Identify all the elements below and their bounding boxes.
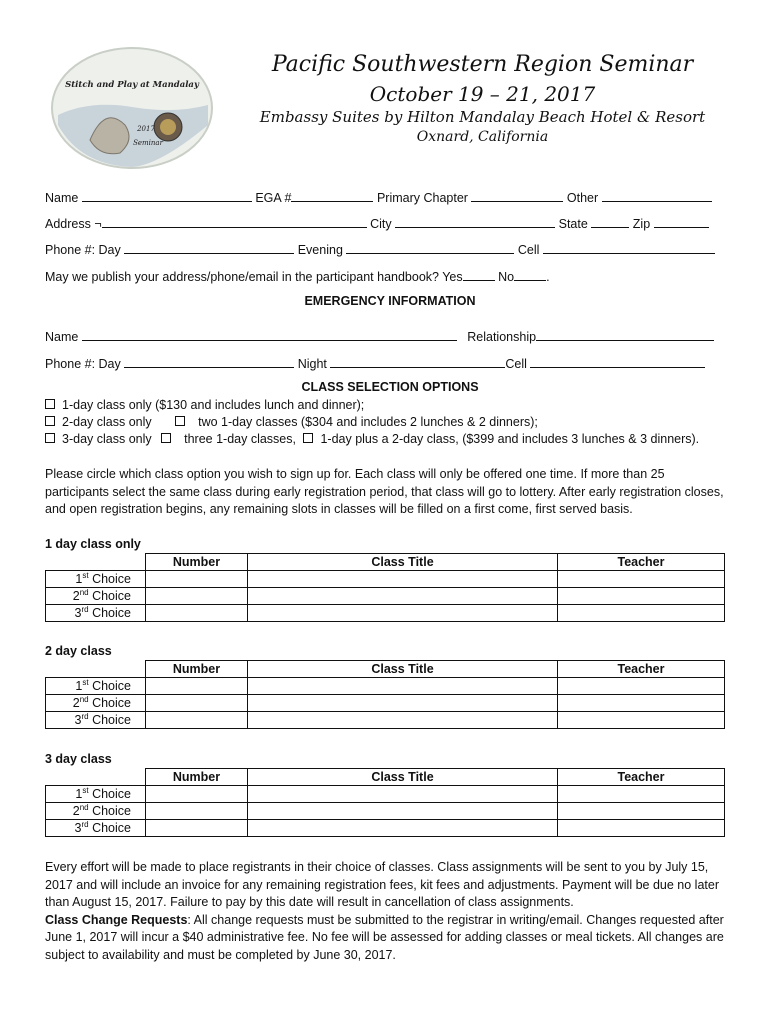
- cell-field[interactable]: [543, 241, 715, 254]
- table-row: [46, 605, 725, 622]
- section-1-heading: 1 day class only: [45, 537, 141, 551]
- logo-year: 2017: [137, 125, 155, 133]
- option-3b-checkbox[interactable]: [161, 433, 171, 443]
- phone-day-label: Phone #: Day: [45, 243, 121, 257]
- relationship-label: Relationship: [467, 330, 537, 344]
- option-2b-label: two 1-day classes ($304 and includes 2 lunches & 2 dinners);: [198, 415, 538, 429]
- number-cell[interactable]: [146, 605, 248, 622]
- zip-field[interactable]: [654, 215, 709, 228]
- zip-label: Zip: [632, 217, 651, 231]
- teacher-cell[interactable]: [558, 695, 725, 712]
- option-3c-label: 1-day plus a 2-day class, ($399 and includes 3 lunches & 3 dinners).: [320, 432, 700, 446]
- class-table-3: [45, 768, 725, 837]
- state-label: State: [558, 217, 588, 231]
- period: .: [546, 270, 550, 284]
- teacher-cell[interactable]: [558, 678, 725, 695]
- teacher-cell[interactable]: [558, 588, 725, 605]
- change-requests-label: Class Change Requests: [45, 912, 188, 927]
- number-cell[interactable]: [146, 588, 248, 605]
- seminar-logo: [50, 45, 215, 170]
- registrant-row-1: [45, 189, 735, 206]
- primary-chapter-label: Primary Chapter: [376, 191, 468, 205]
- class-options-heading: CLASS SELECTION OPTIONS: [301, 380, 479, 394]
- choice-label: 1st Choice: [46, 571, 146, 588]
- option-3b-label: three 1-day classes,: [184, 432, 296, 446]
- address-label: Address ¬: [45, 217, 102, 231]
- table-row: [46, 588, 725, 605]
- title-cell[interactable]: [248, 571, 558, 588]
- teacher-cell[interactable]: [558, 571, 725, 588]
- table-header-row: [46, 769, 725, 786]
- option-2b-checkbox[interactable]: [175, 416, 185, 426]
- registrant-row-3: [45, 241, 735, 258]
- table-row: [46, 695, 725, 712]
- choice-label: 3rd Choice: [46, 605, 146, 622]
- emergency-cell-label: Cell: [505, 357, 527, 371]
- emergency-name-field[interactable]: [82, 328, 457, 341]
- number-cell[interactable]: [146, 695, 248, 712]
- relationship-field[interactable]: [536, 328, 714, 341]
- number-cell[interactable]: [146, 803, 248, 820]
- other-label: Other: [566, 191, 599, 205]
- emergency-phone-label: Phone #: Day: [45, 357, 121, 371]
- section-3-heading: 3 day class: [45, 752, 112, 766]
- phone-day-field[interactable]: [124, 241, 294, 254]
- option-2a-label: 2-day class only: [62, 415, 152, 429]
- emergency-phone-field[interactable]: [124, 355, 294, 368]
- ega-field[interactable]: [291, 189, 373, 202]
- registrant-row-2: [45, 215, 735, 232]
- seminar-city: Oxnard, California: [416, 129, 549, 145]
- class-title-header: Class Title: [248, 661, 558, 678]
- number-header: Number: [146, 554, 248, 571]
- table-row: [46, 820, 725, 837]
- class-table-2: [45, 660, 725, 729]
- seminar-title: Pacific Southwestern Region Seminar: [271, 52, 694, 77]
- number-cell[interactable]: [146, 571, 248, 588]
- publish-question: May we publish your address/phone/email in the participant handbook? Yes: [45, 270, 463, 284]
- evening-label: Evening: [297, 243, 343, 257]
- option-3c-checkbox[interactable]: [303, 433, 313, 443]
- title-cell[interactable]: [248, 712, 558, 729]
- number-header: Number: [146, 769, 248, 786]
- publish-yes-field[interactable]: [463, 268, 495, 281]
- table-header-row: [46, 554, 725, 571]
- number-header: Number: [146, 661, 248, 678]
- table-row: [46, 571, 725, 588]
- teacher-cell[interactable]: [558, 820, 725, 837]
- table-row: [46, 678, 725, 695]
- name-label: Name: [45, 191, 79, 205]
- teacher-cell[interactable]: [558, 605, 725, 622]
- table-header-row: [46, 661, 725, 678]
- choice-label: 2nd Choice: [46, 588, 146, 605]
- teacher-cell[interactable]: [558, 712, 725, 729]
- city-field[interactable]: [395, 215, 555, 228]
- teacher-header: Teacher: [558, 554, 725, 571]
- footer-text: Every effort will be made to place registrants in their choice of classes. Class assignments will be sent to you by July 15, 2017 and will include an invoice for any remaining registration fees, kit fees and adjustments. Payment will be due no later than August 15, 2017. Failure to pay by this date will result in cancellation of class assignments.: [45, 860, 719, 909]
- option-3a-label: 3-day class only: [62, 432, 152, 446]
- publish-row: [45, 268, 735, 285]
- table-row: [46, 786, 725, 803]
- emergency-name-label: Name: [45, 330, 79, 344]
- seminar-venue: Embassy Suites by Hilton Mandalay Beach Hotel & Resort: [259, 108, 706, 126]
- number-cell[interactable]: [146, 786, 248, 803]
- option-3a-checkbox[interactable]: [45, 433, 55, 443]
- emergency-row-1: [45, 328, 735, 345]
- option-2a-checkbox[interactable]: [45, 416, 55, 426]
- choice-label: 2nd Choice: [46, 695, 146, 712]
- number-cell[interactable]: [146, 678, 248, 695]
- choice-label: 1st Choice: [46, 786, 146, 803]
- choice-label: 3rd Choice: [46, 712, 146, 729]
- title-cell[interactable]: [248, 786, 558, 803]
- emergency-row-2: [45, 355, 735, 372]
- emergency-heading: EMERGENCY INFORMATION: [304, 294, 476, 308]
- teacher-cell[interactable]: [558, 786, 725, 803]
- name-field[interactable]: [82, 189, 252, 202]
- title-cell[interactable]: [248, 695, 558, 712]
- option-1-label: 1-day class only ($130 and includes lunch and dinner);: [62, 398, 365, 412]
- logo-seminar: Seminar: [133, 139, 163, 147]
- primary-chapter-field[interactable]: [471, 189, 563, 202]
- emergency-cell-field[interactable]: [530, 355, 705, 368]
- option-2: [45, 415, 735, 430]
- class-table-1: [45, 553, 725, 622]
- publish-no-label: No: [498, 270, 515, 284]
- cell-label: Cell: [517, 243, 540, 257]
- other-field[interactable]: [602, 189, 712, 202]
- state-field[interactable]: [591, 215, 629, 228]
- footer-paragraph: [45, 859, 725, 964]
- change-requests-text: : All change requests must be submitted to the registrar in writing/email. Changes requested after June 1, 2017 will incur a $40 administrative fee. No fee will be assessed for adding classes or meal tickets. All changes are subject to availability and must be completed by June 30, 2017.: [45, 912, 724, 962]
- title-cell[interactable]: [248, 588, 558, 605]
- number-cell[interactable]: [146, 712, 248, 729]
- teacher-header: Teacher: [558, 769, 725, 786]
- class-title-header: Class Title: [248, 554, 558, 571]
- logo-text: Stitch and Play at Mandalay: [65, 80, 199, 90]
- teacher-header: Teacher: [558, 661, 725, 678]
- night-label: Night: [297, 357, 327, 371]
- ega-label: EGA #: [255, 191, 292, 205]
- section-2-heading: 2 day class: [45, 644, 112, 658]
- number-cell[interactable]: [146, 820, 248, 837]
- title-cell[interactable]: [248, 820, 558, 837]
- seminar-dates: October 19 – 21, 2017: [369, 82, 596, 106]
- city-label: City: [370, 217, 392, 231]
- option-1-checkbox[interactable]: [45, 399, 55, 409]
- publish-no-field[interactable]: [514, 268, 546, 281]
- night-field[interactable]: [330, 355, 505, 368]
- evening-field[interactable]: [346, 241, 514, 254]
- choice-label: 3rd Choice: [46, 820, 146, 837]
- option-3: [45, 432, 735, 447]
- title-cell[interactable]: [248, 678, 558, 695]
- instructions-paragraph: Please circle which class option you wish to sign up for. Each class will only be offered one time. If more than 25 participants select the same class during early registration period, that class will go to lottery. After early registration closes, and open registration begins, any remaining slots in classes will be filled on a first come, first served basis.: [45, 467, 724, 516]
- class-title-header: Class Title: [248, 769, 558, 786]
- option-1: [45, 398, 735, 413]
- address-field[interactable]: [102, 215, 367, 228]
- choice-label: 2nd Choice: [46, 803, 146, 820]
- choice-label: 1st Choice: [46, 678, 146, 695]
- table-row: [46, 803, 725, 820]
- title-cell[interactable]: [248, 605, 558, 622]
- teacher-cell[interactable]: [558, 803, 725, 820]
- table-row: [46, 712, 725, 729]
- title-cell[interactable]: [248, 803, 558, 820]
